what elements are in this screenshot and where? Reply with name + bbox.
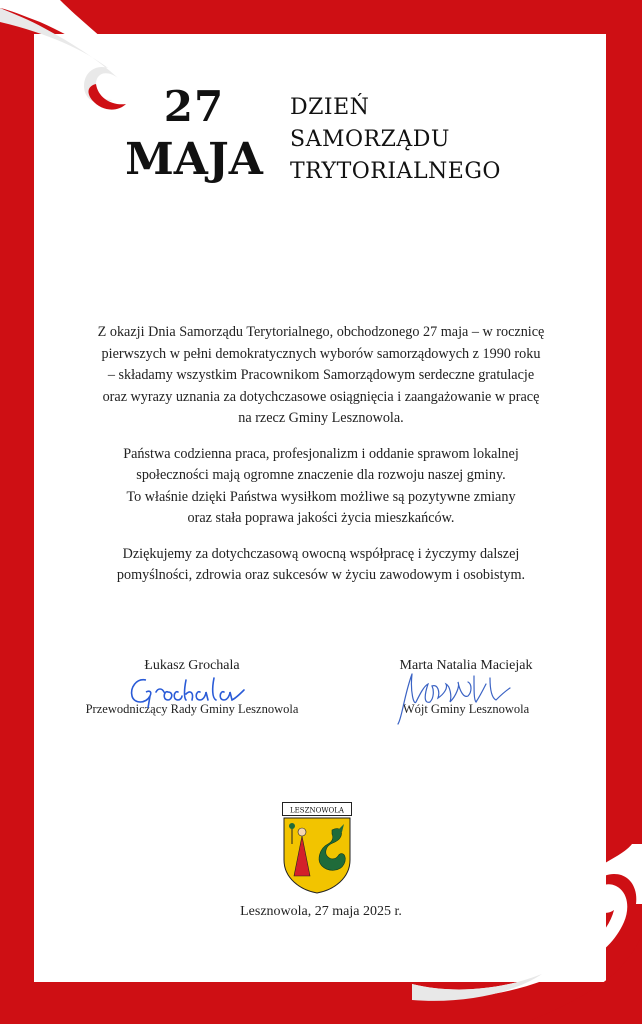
header bbox=[0, 0, 642, 220]
occasion-title bbox=[290, 92, 501, 188]
letter-body bbox=[60, 322, 582, 601]
signatory-name: Łukasz Grochala bbox=[144, 658, 240, 673]
paragraph-2 bbox=[60, 444, 582, 530]
handwritten-signature-right bbox=[394, 666, 524, 728]
text-line: pomyślności, zdrowia oraz sukcesów w życiu zawodowym i osobistym. bbox=[116, 567, 526, 583]
text-line: społeczności mają ogromne znaczenie dla rozwoju naszej gminy. bbox=[136, 467, 506, 483]
text-line: na rzecz Gminy Lesznowola. bbox=[238, 410, 404, 426]
text-line: oraz stała poprawa jakości życia mieszkańców. bbox=[187, 510, 455, 526]
crest-label: LESZNOWOLA bbox=[290, 806, 344, 815]
place-and-date: Lesznowola, 27 maja 2025 r. bbox=[240, 904, 402, 919]
text-line: pierwszych w pełni demokratycznych wyborów samorządowych z 1990 roku bbox=[101, 345, 541, 362]
text-line: oraz wyrazy uznania za dotychczasowe osiągnięcia i zaangażowanie w pracę bbox=[102, 388, 540, 405]
text-line: Dziękujemy za dotychczasową owocną współpracę i życzymy dalszej bbox=[122, 545, 520, 562]
date-month: MAJA bbox=[125, 134, 263, 185]
handwritten-signature-left bbox=[124, 670, 254, 710]
text-line: To właśnie dzięki Państwa wysiłkom możliwe są pozytywne zmiany bbox=[126, 488, 516, 505]
text-line: Z okazji Dnia Samorządu Terytorialnego, obchodzonego 27 maja – w rocznicę bbox=[97, 324, 545, 340]
signatory-role: Wójt Gminy Lesznowola bbox=[402, 702, 530, 716]
text-line: Państwa codzienna praca, profesjonalizm i oddanie sprawom lokalnej bbox=[123, 445, 519, 462]
paragraph-1 bbox=[60, 322, 582, 430]
text-line: – składamy wszystkim Pracownikom Samorządowym serdeczne gratulacje bbox=[107, 367, 535, 383]
paragraph-3 bbox=[60, 544, 582, 587]
signatory-name: Marta Natalia Maciejak bbox=[399, 658, 533, 673]
title-line: SAMORZĄDU bbox=[290, 127, 450, 152]
signatory-role: Przewodniczący Rady Gminy Lesznowola bbox=[85, 702, 299, 716]
lesznowola-coat-of-arms bbox=[282, 802, 352, 894]
title-line: DZIEŃ bbox=[290, 95, 370, 120]
title-line: TRYTORIALNEGO bbox=[290, 159, 501, 184]
date-day: 27 bbox=[163, 82, 225, 131]
